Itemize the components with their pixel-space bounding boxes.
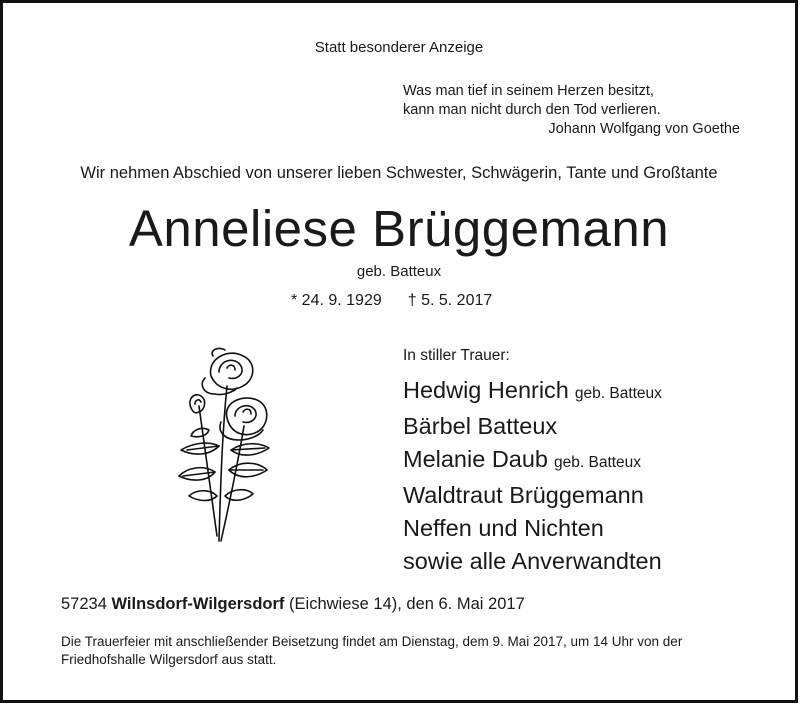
mourner-item <box>403 545 662 578</box>
birth-date: * 24. 9. 1929 <box>291 292 382 309</box>
mourner-note: geb. Batteux <box>554 454 642 471</box>
mourner-name: Bärbel Batteux <box>403 413 558 439</box>
mourner-name: Neffen und Nichten <box>403 515 604 541</box>
goethe-quote <box>403 82 740 139</box>
mourner-item <box>403 374 662 410</box>
mourning-label: In stiller Trauer: <box>403 347 510 364</box>
town-name: Wilnsdorf-Wilgersdorf <box>111 595 285 613</box>
mourner-item <box>403 512 662 545</box>
quote-author: Johann Wolfgang von Goethe <box>548 121 740 137</box>
intro-text: Wir nehmen Abschied von unserer lieben Schwester, Schwägerin, Tante und Großtante <box>80 164 718 182</box>
service-info: Die Trauerfeier mit anschließender Beisetzung findet am Dienstag, dem 9. Mai 2017, um 14 Uhr von der Friedhofshalle Wilgersdorf aus statt. <box>61 634 683 667</box>
notice-header: Statt besonderer Anzeige <box>314 39 484 56</box>
quote-line-2: kann man nicht durch den Tod verlieren. <box>403 102 661 118</box>
rose-icon <box>169 346 279 546</box>
mourner-item <box>403 410 662 443</box>
life-dates <box>291 292 492 310</box>
mourner-note: geb. Batteux <box>574 385 662 402</box>
mourners-list <box>403 374 662 578</box>
place-and-date <box>61 595 525 614</box>
quote-line-1: Was man tief in seinem Herzen besitzt, <box>403 83 654 99</box>
mourner-name: sowie alle Anverwandten <box>403 548 662 574</box>
mourner-name: Waldtraut Brüggemann <box>403 482 644 508</box>
death-date: † 5. 5. 2017 <box>407 292 493 309</box>
mourner-name: Melanie Daub <box>403 446 549 472</box>
mourner-name: Hedwig Henrich <box>403 377 569 403</box>
address-date: (Eichwiese 14), den 6. Mai 2017 <box>289 595 525 613</box>
birth-name: geb. Batteux <box>356 263 442 280</box>
zip-code: 57234 <box>61 595 107 613</box>
deceased-name: Anneliese Brüggemann <box>128 200 670 257</box>
mourner-item <box>403 479 662 512</box>
mourner-item <box>403 443 662 479</box>
